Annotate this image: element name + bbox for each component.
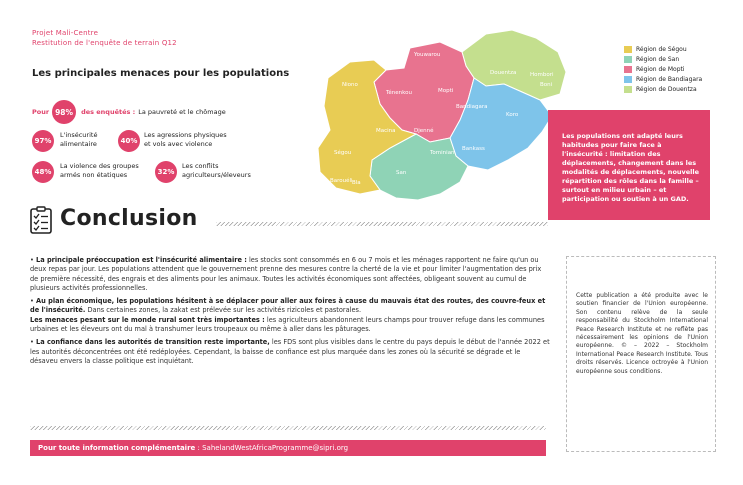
- legend-label: Région de San: [636, 55, 680, 63]
- bullet-bold: Les menaces pesant sur le monde rural sont très importantes :: [30, 315, 265, 324]
- threat-label: [182, 162, 251, 180]
- legend-swatch: [624, 56, 632, 63]
- legend-swatch: [624, 46, 632, 53]
- bullet-text: Dans certaines zones, la zakat est prélevée sur les activités rizicoles et pastorales.: [85, 306, 362, 315]
- pour-text-b: La pauvreté et le chômage: [138, 108, 226, 116]
- hatch-divider: [216, 222, 548, 226]
- legend-label: Région de Douentza: [636, 85, 697, 93]
- legend-label: Région de Mopti: [636, 65, 685, 73]
- map-label-koro: Koro: [506, 112, 519, 118]
- eu-disclaimer: Cette publication a été produite avec le soutien financier de l'Union européenne. Son contenu relève de la seule responsabilité du Stockholm International Peace Research Institute et ne reflète pas nécessairement les opinions de l'Union européenne. © – 2022 – Stockholm International Peace Research Institute. Tous droits réservés. Licence octroyée à l'Union européenne sous conditions.: [576, 292, 708, 375]
- legend-swatch: [624, 66, 632, 73]
- map-label-niono: Niono: [342, 82, 358, 88]
- map-label-baraoueli: Barouéli: [330, 178, 353, 184]
- threat-label-line: Les conflits: [182, 162, 219, 170]
- contact-footer: [30, 440, 546, 456]
- map-label-segou: Ségou: [334, 150, 352, 156]
- bullet-text: les stocks sont consommés en 6 ou 7 mois et les ménages rapportent ne faire qu'un ou deux repas par jour. Les populations attendent que le gouvernement prenne des mesures contre la cherté de la vie et pour limiter l'augmentation des prix de première nécessité, des engrais et des aliments pour les animaux. Toutes les activités économiques sont affectées, obligeant souvent au cumul de plusieurs activités professionnelles.: [30, 256, 542, 292]
- conclusion-bullets: [30, 256, 550, 370]
- map-label-macina: Macina: [376, 128, 396, 134]
- threat-label-line: Les agressions physiques: [144, 131, 227, 139]
- map-label-tominian: Tominian: [430, 150, 455, 156]
- footer-label: Pour toute information complémentaire: [38, 444, 196, 452]
- threat-badge: 97%: [32, 130, 54, 152]
- threats-title: Les principales menaces pour les populations: [32, 68, 290, 79]
- legend-swatch: [624, 76, 632, 83]
- bullet-bold: Au plan économique, les populations hésitent à se déplacer pour aller aux foires à cause du mauvais état des routes, des couvre-feux et de l'insécurité.: [30, 297, 546, 315]
- threat-label-line: agriculteurs/éleveurs: [182, 171, 251, 179]
- threat-label-line: L'insécurité: [60, 131, 98, 139]
- map-label-bla: Bla: [352, 180, 361, 186]
- map-label-youwarou: Youwarou: [414, 52, 441, 58]
- threat-main-badge: 98%: [52, 100, 76, 124]
- map-label-san: San: [396, 170, 407, 176]
- report-subtitle: Restitution de l'enquête de terrain Q12: [32, 39, 177, 47]
- map-legend: [624, 44, 702, 94]
- map-label-djenne: Djenné: [414, 128, 434, 134]
- adaptation-infobox: Les populations ont adapté leurs habitudes pour faire face à l'insécurité : limitation des déplacements, changement dans les modalités de déplacements, nouvelle répartition des rôles dans la famille – surtout en milieu urbain – et participation ou soutien à un GAD.: [548, 110, 710, 220]
- report-header: [32, 28, 177, 48]
- bullet-text: les FDS sont plus visibles dans le centre du pays depuis le début de l'année 2022 et les autorités déconcentrées ont été redéployées. Cependant, la baisse de confiance est plus marquée dans les zones où la sécurité se dégrade et le désaveu envers la classe politique est inquiétant.: [30, 338, 550, 365]
- threat-main-row: [32, 100, 226, 124]
- project-name: Projet Mali-Centre: [32, 29, 99, 37]
- footer-email: : SahelandWestAfricaProgramme@sipri.org: [195, 444, 349, 452]
- bullet-text: les agriculteurs abandonnent leurs champs pour trouver refuge dans les communes urbaines et les éleveurs ont du mal à transhumer leurs troupeaux ou même à aller dans les pâturages.: [30, 315, 545, 334]
- legend-item: [624, 54, 702, 64]
- legend-item: [624, 44, 702, 54]
- map-label-tenenkou: Ténenkou: [386, 90, 413, 96]
- threat-label: [60, 162, 139, 180]
- map-label-bandiagara: Bandiagara: [456, 104, 488, 110]
- map-label-douentza: Douentza: [490, 70, 517, 76]
- threat-label-line: alimentaire: [60, 140, 97, 148]
- checklist-icon: [30, 206, 52, 234]
- map-label-boni: Boni: [540, 82, 553, 88]
- hatch-divider: [30, 426, 546, 430]
- bullet-trust: • La confiance dans les autorités de transition reste importante, les FDS sont plus visibles dans le centre du pays depuis le début de l'année 2022 et les autorités déconcentrées ont été redéployées. Cependant, la baisse de confiance est plus marquée dans les zones où la sécurité se dégrade et le désaveu envers la classe politique est inquiétant.: [30, 338, 550, 365]
- threat-label: [60, 131, 97, 149]
- legend-swatch: [624, 86, 632, 93]
- threat-label-line: et vols avec violence: [144, 140, 213, 148]
- pour-text-a: des enquêtés :: [81, 108, 136, 116]
- pour-word: Pour: [32, 108, 50, 116]
- bullet-bold: La confiance dans les autorités de transition reste importante,: [36, 338, 270, 347]
- threat-label-line: armés non étatiques: [60, 171, 128, 179]
- conclusion-title: Conclusion: [60, 206, 198, 231]
- legend-label: Région de Ségou: [636, 45, 687, 53]
- bullet-bold: La principale préoccupation est l'insécurité alimentaire :: [36, 256, 247, 264]
- regions-map: [290, 20, 570, 220]
- legend-label: Région de Bandiagara: [636, 75, 703, 83]
- threat-badge: 40%: [118, 130, 140, 152]
- bullet-economy: • Au plan économique, les populations hésitent à se déplacer pour aller aux foires à cause du mauvais état des routes, des couvre-feux et de l'insécurité. Dans certaines zones, la zakat est prélevée sur les activités rizicoles et pastorales. Les menaces pesant sur le monde rural sont très importantes : les agriculteurs abandonnent leurs champs pour trouver refuge dans les communes urbaines et les éleveurs ont du mal à transhumer leurs troupeaux ou même à aller dans les pâturages.: [30, 297, 546, 334]
- threat-label-line: La violence des groupes: [60, 162, 139, 170]
- threat-badge: 32%: [155, 161, 177, 183]
- legend-item: [624, 84, 702, 94]
- bullet-food-insecurity: • La principale préoccupation est l'insécurité alimentaire : les stocks sont consommés en 6 ou 7 mois et les ménages rapportent ne faire qu'un ou deux repas par jour. Les populations attendent que le gouvernement prenne des mesures contre la cherté de la vie et pour limiter l'augmentation des prix de première nécessité, des engrais et des aliments pour les animaux. Toutes les activités économiques sont affectées, obligeant souvent au cumul de plusieurs activités professionnelles.: [30, 256, 542, 292]
- map-label-hombori: Hombori: [530, 72, 554, 78]
- legend-item: [624, 64, 702, 74]
- threat-label: [144, 131, 227, 149]
- map-label-bankass: Bankass: [462, 146, 485, 152]
- legend-item: [624, 74, 702, 84]
- threat-badge: 48%: [32, 161, 54, 183]
- map-label-mopti: Mopti: [438, 88, 454, 94]
